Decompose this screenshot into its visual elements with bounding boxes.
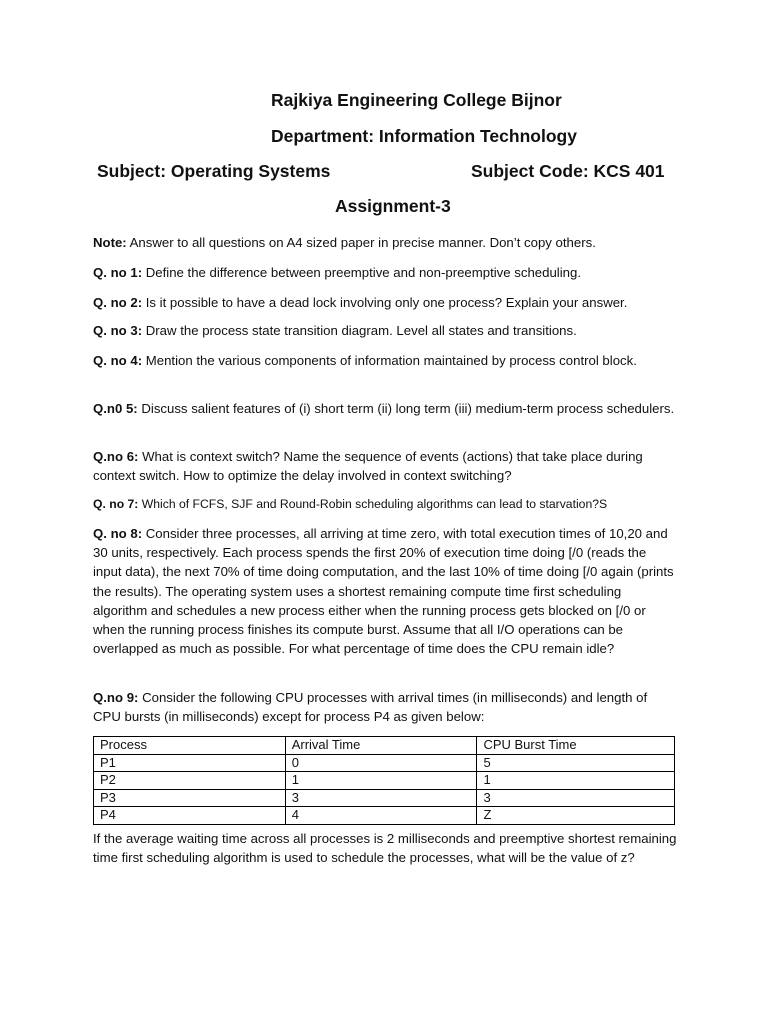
question-6 xyxy=(93,447,678,485)
question-label: Q. no 2: xyxy=(93,295,143,310)
department-title: Department: Information Technology xyxy=(271,126,577,146)
note-text: Answer to all questions on A4 sized paper in precise manner. Don’t copy others. xyxy=(126,235,596,250)
question-label: Q.n0 5: xyxy=(93,401,138,416)
question-3 xyxy=(93,321,678,340)
table-header-cell: Arrival Time xyxy=(285,737,477,755)
question-text: Draw the process state transition diagram. Level all states and transitions. xyxy=(142,323,577,338)
question-text: Discuss salient features of (i) short term (ii) long term (iii) medium-term process schedulers. xyxy=(137,401,675,416)
question-7 xyxy=(93,495,678,514)
table-header-row xyxy=(94,737,675,755)
question-text: Define the difference between preemptive and non-preemptive scheduling. xyxy=(142,265,581,280)
table-cell: 1 xyxy=(477,772,675,790)
question-2 xyxy=(93,293,678,312)
table-row xyxy=(94,789,675,807)
question-label: Q. no 1: xyxy=(93,265,143,280)
table-cell: P2 xyxy=(94,772,286,790)
note-label: Note: xyxy=(93,235,127,250)
college-name: Rajkiya Engineering College Bijnor xyxy=(271,90,562,110)
table-cell: P4 xyxy=(94,807,286,825)
table-cell: 5 xyxy=(477,754,675,772)
question-label: Q. no 7: xyxy=(93,497,139,511)
question-text: Mention the various components of information maintained by process control block. xyxy=(142,353,637,368)
question-1 xyxy=(93,263,678,282)
question-label: Q. no 4: xyxy=(93,353,143,368)
table-cell: 4 xyxy=(285,807,477,825)
assignment-title: Assignment-3 xyxy=(335,196,451,216)
question-9-followup: If the average waiting time across all processes is 2 milliseconds and preemptive shortest remaining time first scheduling algorithm is used to schedule the processes, what will be the value of z? xyxy=(93,831,677,866)
process-table xyxy=(93,736,675,825)
question-label: Q.no 9: xyxy=(93,690,139,705)
subject-code: Subject Code: KCS 401 xyxy=(471,161,665,181)
table-cell: P1 xyxy=(94,754,286,772)
table-header-cell: Process xyxy=(94,737,286,755)
question-label: Q.no 6: xyxy=(93,449,139,464)
subject-title: Subject: Operating Systems xyxy=(97,161,331,181)
table-cell: 3 xyxy=(477,789,675,807)
table-header-cell: CPU Burst Time xyxy=(477,737,675,755)
question-text: What is context switch? Name the sequence of events (actions) that take place during context switch. How to optimize the delay involved in context switching? xyxy=(93,449,643,484)
question-text: Which of FCFS, SJF and Round-Robin scheduling algorithms can lead to starvation?S xyxy=(138,497,608,511)
question-text: Is it possible to have a dead lock involving only one process? Explain your answer. xyxy=(142,295,628,310)
question-4 xyxy=(93,351,678,370)
table-cell: 3 xyxy=(285,789,477,807)
table-row xyxy=(94,807,675,825)
table-row xyxy=(94,754,675,772)
note xyxy=(93,233,678,252)
question-text: Consider the following CPU processes with arrival times (in milliseconds) and length of CPU bursts (in milliseconds) except for process P4 as given below: xyxy=(93,690,648,725)
question-8 xyxy=(93,524,678,658)
table-cell: 0 xyxy=(285,754,477,772)
question-label: Q. no 8: xyxy=(93,526,143,541)
table-cell: 1 xyxy=(285,772,477,790)
table-cell: P3 xyxy=(94,789,286,807)
question-text: Consider three processes, all arriving at time zero, with total execution times of 10,20 and 30 units, respectively. Each process spends the first 20% of execution time doing [/0 (reads the input data), the next 70% of time doing computation, and the last 10% of time doing [/0 again (prints the results). The operating system uses a shortest remaining compute time first scheduling algorithm and schedules a new process either when the running process gets blocked on [/0 or when the running process finishes its compute burst. Assume that all I/O operations can be overlapped as much as possible. For what percentage of time does the CPU remain idle? xyxy=(93,526,674,657)
table-cell: Z xyxy=(477,807,675,825)
question-label: Q. no 3: xyxy=(93,323,143,338)
question-9 xyxy=(93,688,678,726)
question-5 xyxy=(93,399,678,418)
table-row xyxy=(94,772,675,790)
